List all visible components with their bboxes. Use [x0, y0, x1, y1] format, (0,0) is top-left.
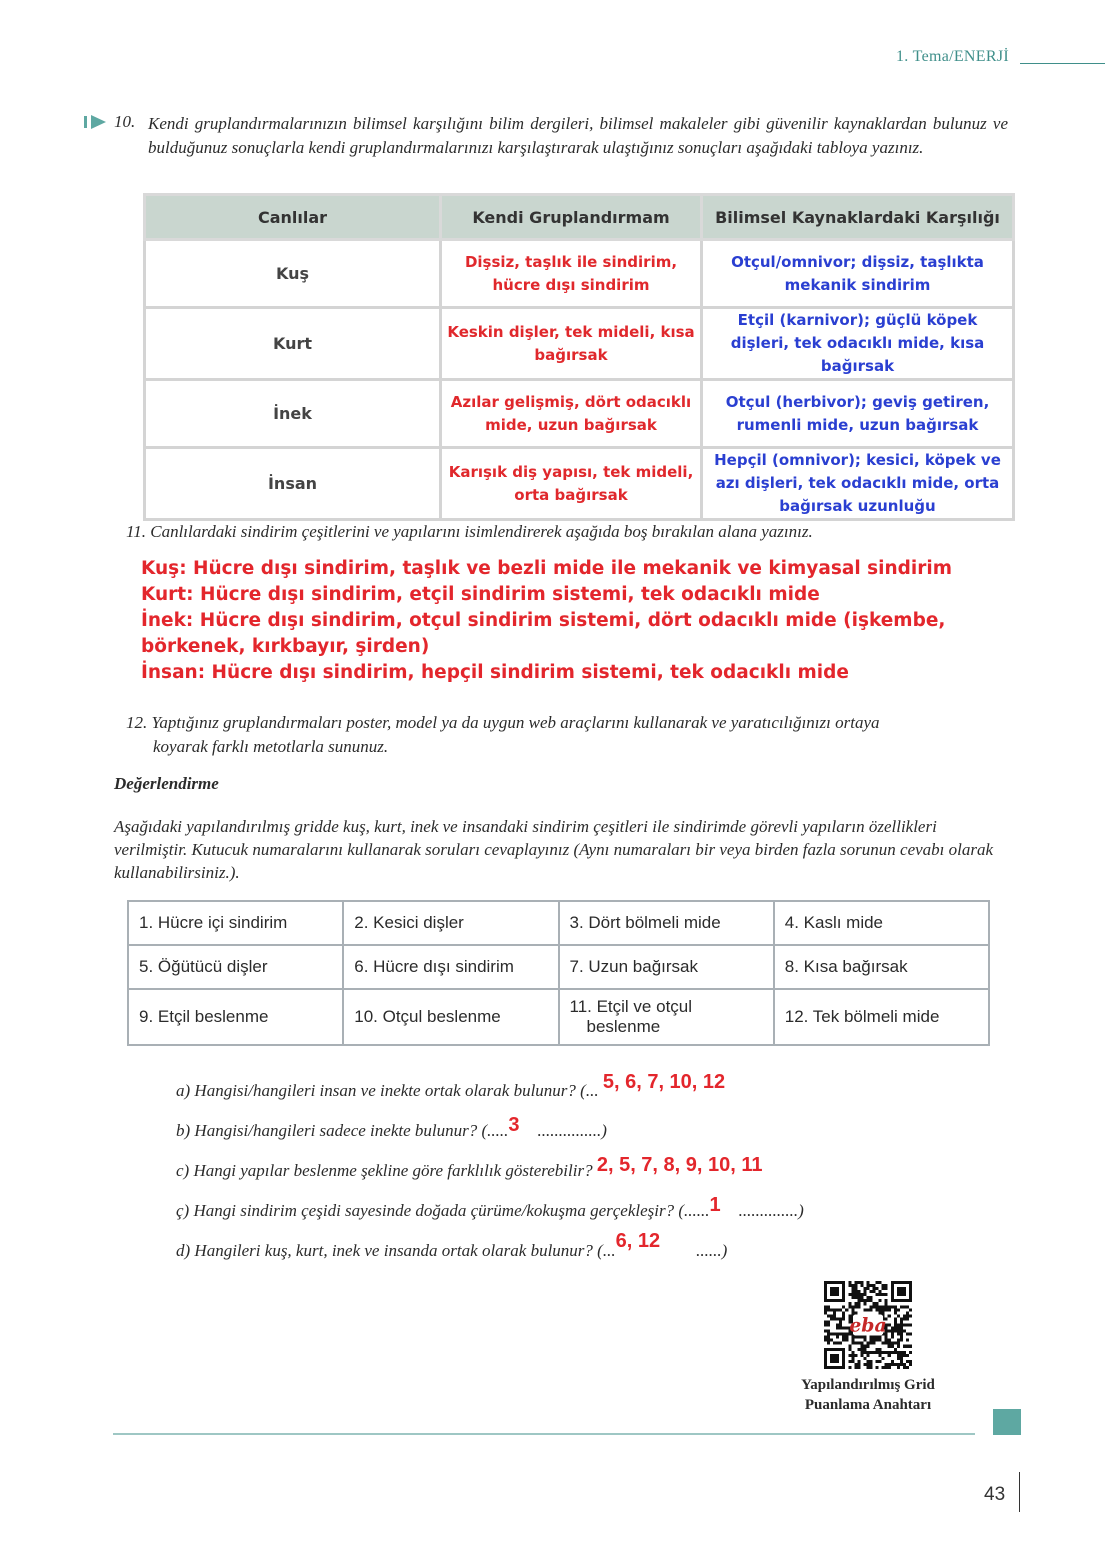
row-science: Otçul (herbivor); geviş getiren, rumenli mide, uzun bağırsak	[702, 380, 1014, 448]
grid-row	[128, 901, 989, 945]
grid-row	[128, 989, 989, 1045]
answer-line: İnsan: Hücre dışı sindirim, hepçil sindirim sistemi, tek odacıklı mide	[141, 662, 849, 683]
grid-cell: 12. Tek bölmeli mide	[774, 989, 989, 1045]
answer-line: İnek: Hücre dışı sindirim, otçul sindirim sistemi, dört odacıklı mide (işkembe, börkenek, kırkbayır, şirden)	[141, 610, 946, 657]
evaluation-intro: Aşağıdaki yapılandırılmış gridde kuş, kurt, inek ve insandaki sindirim çeşitleri ile sindirimde görevli yapıların özellikleri verilmiştir. Kutucuk numaralarını kullanarak soruları cevaplayınız (Aynı numaraları bir veya birden fazla sorunun cevabı olarak kullanabilirsiniz.).	[114, 817, 994, 882]
grid-cell: 8. Kısa bağırsak	[774, 945, 989, 989]
eba-logo: eba	[849, 1314, 887, 1337]
structured-grid	[127, 900, 990, 1046]
grid-cell: 5. Öğütücü dişler	[128, 945, 343, 989]
subquestion-text: ç) Hangi sindirim çeşidi sayesinde doğada çürüme/kokuşma gerçekleşir? (......	[176, 1201, 710, 1220]
subquestion-suffix: ......)	[696, 1241, 728, 1260]
grid-cell: 9. Etçil beslenme	[128, 989, 343, 1045]
grid-cell: 6. Hücre dışı sindirim	[343, 945, 558, 989]
question-11-text: 11. Canlılardaki sindirim çeşitlerini ve yapılarını isimlendirerek aşağıda boş bırakılan alana yazınız.	[126, 522, 813, 541]
row-name: İnek	[145, 380, 441, 448]
subquestion-suffix: ..............)	[738, 1201, 804, 1220]
question-10-number: 10.	[114, 112, 136, 131]
footer-tab	[993, 1409, 1021, 1435]
question-12-text	[126, 711, 1011, 759]
row-name: Kurt	[145, 308, 441, 380]
theme-header: 1. Tema/ENERJİ	[896, 48, 1009, 65]
subquestion-cc	[176, 1194, 804, 1222]
question-11-answers	[141, 556, 1011, 686]
table-row	[145, 448, 1014, 520]
header-own-grouping: Kendi Gruplandırmam	[441, 195, 702, 240]
answer-line: Kurt: Hücre dışı sindirim, etçil sindirim sistemi, tek odacıklı mide	[141, 584, 820, 605]
subquestion-a	[176, 1071, 726, 1102]
grid-cell-line-1: 11. Etçil ve otçul	[569, 997, 693, 1016]
subquestion-text: c) Hangi yapılar beslenme şekline göre farklılık gösterebilir?	[176, 1161, 593, 1180]
subquestion-d	[176, 1230, 728, 1262]
grid-cell	[559, 989, 774, 1045]
grid-cell: 2. Kesici dişler	[343, 901, 558, 945]
question-12-line-2: koyarak farklı metotlarla sununuz.	[153, 737, 389, 756]
qr-caption	[780, 1375, 956, 1415]
page-number-bar	[1019, 1472, 1020, 1512]
row-name: Kuş	[145, 240, 441, 308]
subquestion-answer: 5, 6, 7, 10, 12	[602, 1071, 726, 1093]
question-10-text: Kendi gruplandırmalarınızın bilimsel karşılığını bilim dergileri, bilimsel makaleler gibi güvenilir kaynaklardan bulunuz ve bulduğunuz sonuçlarla kendi gruplandırmalarınızı karşılaştırarak ulaştığınız sonuçları aşağıdaki tabloya yazınız.	[148, 114, 1008, 157]
subquestion-answer: 1	[709, 1194, 721, 1216]
header-scientific: Bilimsel Kaynaklardaki Karşılığı	[702, 195, 1014, 240]
row-science: Otçul/omnivor; dişsiz, taşlıkta mekanik sindirim	[702, 240, 1014, 308]
subquestion-b	[176, 1114, 607, 1142]
grid-cell-line-2: beslenme	[586, 1017, 661, 1036]
row-own: Karışık diş yapısı, tek mideli, orta bağırsak	[441, 448, 702, 520]
qr-caption-line-1: Yapılandırılmış Grid	[801, 1377, 935, 1393]
row-science: Etçil (karnivor); güçlü köpek dişleri, tek odacıklı mide, kısa bağırsak	[702, 308, 1014, 380]
grid-cell: 3. Dört bölmeli mide	[559, 901, 774, 945]
subquestion-answer: 2, 5, 7, 8, 9, 10, 11	[596, 1154, 763, 1176]
subquestion-text: d) Hangileri kuş, kurt, inek ve insanda ortak olarak bulunur? (...	[176, 1241, 616, 1260]
row-own: Dişsiz, taşlık ile sindirim, hücre dışı sindirim	[441, 240, 702, 308]
row-own: Azılar gelişmiş, dört odacıklı mide, uzun bağırsak	[441, 380, 702, 448]
subquestion-text: a) Hangisi/hangileri insan ve inekte ortak olarak bulunur? (...	[176, 1081, 599, 1100]
subquestion-c	[176, 1154, 763, 1182]
grid-row	[128, 945, 989, 989]
footer-rule	[113, 1433, 975, 1435]
qr-caption-line-2: Puanlama Anahtarı	[804, 1397, 932, 1413]
evaluation-heading: Değerlendirme	[114, 774, 219, 793]
table-header-row	[145, 195, 1014, 240]
table-row	[145, 308, 1014, 380]
play-arrow-icon	[84, 115, 108, 129]
question-12-line-1: 12. Yaptığınız gruplandırmaları poster, model ya da uygun web araçlarını kullanarak ve yaratıcılığınızı ortaya	[126, 713, 880, 732]
table-row	[145, 240, 1014, 308]
row-science: Hepçil (omnivor); kesici, köpek ve azı dişleri, tek odacıklı mide, orta bağırsak uzunluğu	[702, 448, 1014, 520]
subquestion-answer: 3	[508, 1114, 520, 1136]
grid-cell: 4. Kaslı mide	[774, 901, 989, 945]
header-living-things: Canlılar	[145, 195, 441, 240]
classification-table	[143, 193, 1015, 521]
subquestion-text: b) Hangisi/hangileri sadece inekte bulunur? (.....	[176, 1121, 509, 1140]
table-row	[145, 380, 1014, 448]
subquestion-suffix: ...............)	[537, 1121, 607, 1140]
answer-line: Kuş: Hücre dışı sindirim, taşlık ve bezli mide ile mekanik ve kimyasal sindirim	[141, 558, 952, 579]
grid-cell: 1. Hücre içi sindirim	[128, 901, 343, 945]
row-own: Keskin dişler, tek mideli, kısa bağırsak	[441, 308, 702, 380]
subquestion-answer: 6, 12	[615, 1230, 661, 1252]
page-number: 43	[984, 1484, 1006, 1505]
grid-cell: 7. Uzun bağırsak	[559, 945, 774, 989]
row-name: İnsan	[145, 448, 441, 520]
header-rule	[1020, 63, 1105, 64]
qr-code-icon[interactable]	[824, 1281, 912, 1369]
grid-cell: 10. Otçul beslenme	[343, 989, 558, 1045]
